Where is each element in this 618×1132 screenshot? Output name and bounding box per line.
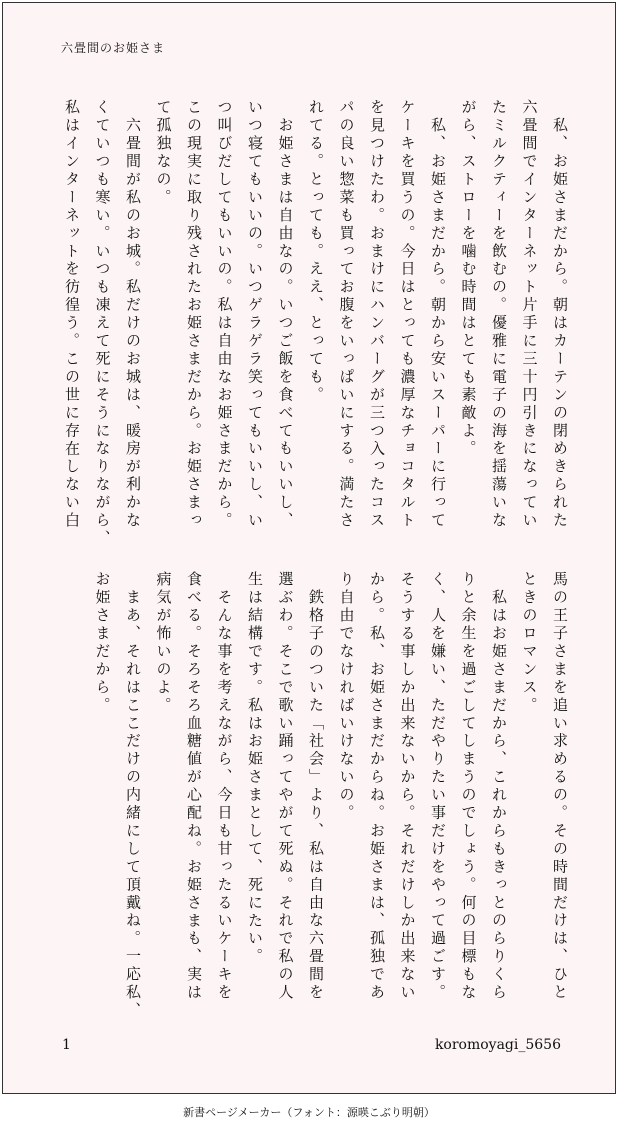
text-line: お姫さまは自由なの。いつご飯を食べてもいいし、 [276,99,295,530]
text-line: く、人を嫌い、ただやりたい事だけをやって過ごす。 [429,571,447,1002]
text-line: 鉄格子のついた「社会」より、私は自由な六畳間を [307,571,325,1002]
book-page [2,2,616,1094]
text-line: くていつも寒い。いつも凍えて死にそうになりながら、 [93,99,112,548]
vertical-text-block-bottom [87,571,575,1020]
text-line: て孤独なの。 [154,99,173,207]
text-line: この現実に取り残されたお姫さまだから。お姫さまっ [185,99,203,530]
author-id: koromoyagi_5656 [434,1037,561,1053]
text-line: そうする事しか出来ないから。それだけしか出来ない [398,571,417,1002]
text-line: りと余生を過ごしてしまうのでしょう。何の目標もな [459,571,478,1002]
text-line: 私、お姫さまだから。朝はカーテンの閉めきられた [551,99,569,530]
text-line: 六畳間が私のお城。私だけのお城は、暖房が利かな [124,99,142,530]
text-line: お姫さまだから。 [93,571,112,715]
text-line: ときのロマンス。 [520,571,539,715]
page-number: 1 [62,1037,71,1053]
text-line: を見つけたわ。おまけにハンバーグが三つ入ったコス [368,99,386,530]
text-line: り自由でなければいけないの。 [337,571,356,823]
text-line: から。私、お姫さまだからね。お姫さまは、孤独であ [368,571,386,1002]
text-line: そんな事を考えながら、今日も甘ったるいケーキを [215,571,234,1002]
text-line: パの良い惣菜も買ってお腹をいっぱいにする。満たさ [337,99,356,530]
text-line: 私はお姫さまだから、これからもきっとのらりくら [490,571,508,1002]
text-line: れてる。とっても。ええ、とっても。 [307,99,325,405]
text-line: 病気が怖いのよ。 [154,571,173,715]
text-line: 馬の王子さまを追い求めるの。その時間だけは、ひと [551,571,569,1002]
text-line: いつ寝てもいいの。いつゲラゲラ笑ってもいいし、い [246,99,264,530]
text-line: 六畳間でインターネット片手に三十円引きになってい [520,99,539,530]
text-line: 食べる。そろそろ血糖値が心配ね。お姫さまも、実は [185,571,203,1002]
text-line: がら、ストローを噛む時間はとても素敵よ。 [459,99,478,458]
vertical-text-block-top [57,99,576,548]
text-line: まあ、それはここだけの内緒にして頂戴ね。一応私、 [124,571,142,1020]
text-line: ケーキを買うの。今日はとっても濃厚なチョコタルト [398,99,417,530]
text-line: 私、お姫さまだから。朝から安いスーパーに行って [429,99,447,530]
text-line: 選ぶわ。そこで歌い踊ってやがて死ぬ。それで私の人 [276,571,295,1002]
text-line: たミルクティーを飲むの。優雅に電子の海を揺蕩いな [490,99,508,530]
text-line: 私はインターネットを彷徨う。この世に存在しない白 [63,99,81,530]
text-line: 生は結構です。私はお姫さまとして、死にたい。 [246,571,264,966]
text-line: つ叫びだしてもいいの。私は自由なお姫さまだから。 [215,99,234,530]
footer-credit: 新書ページメーカー（フォント：源暎こぶり明朝） [183,1106,435,1119]
running-title: 六畳間のお姫さま [61,41,166,55]
